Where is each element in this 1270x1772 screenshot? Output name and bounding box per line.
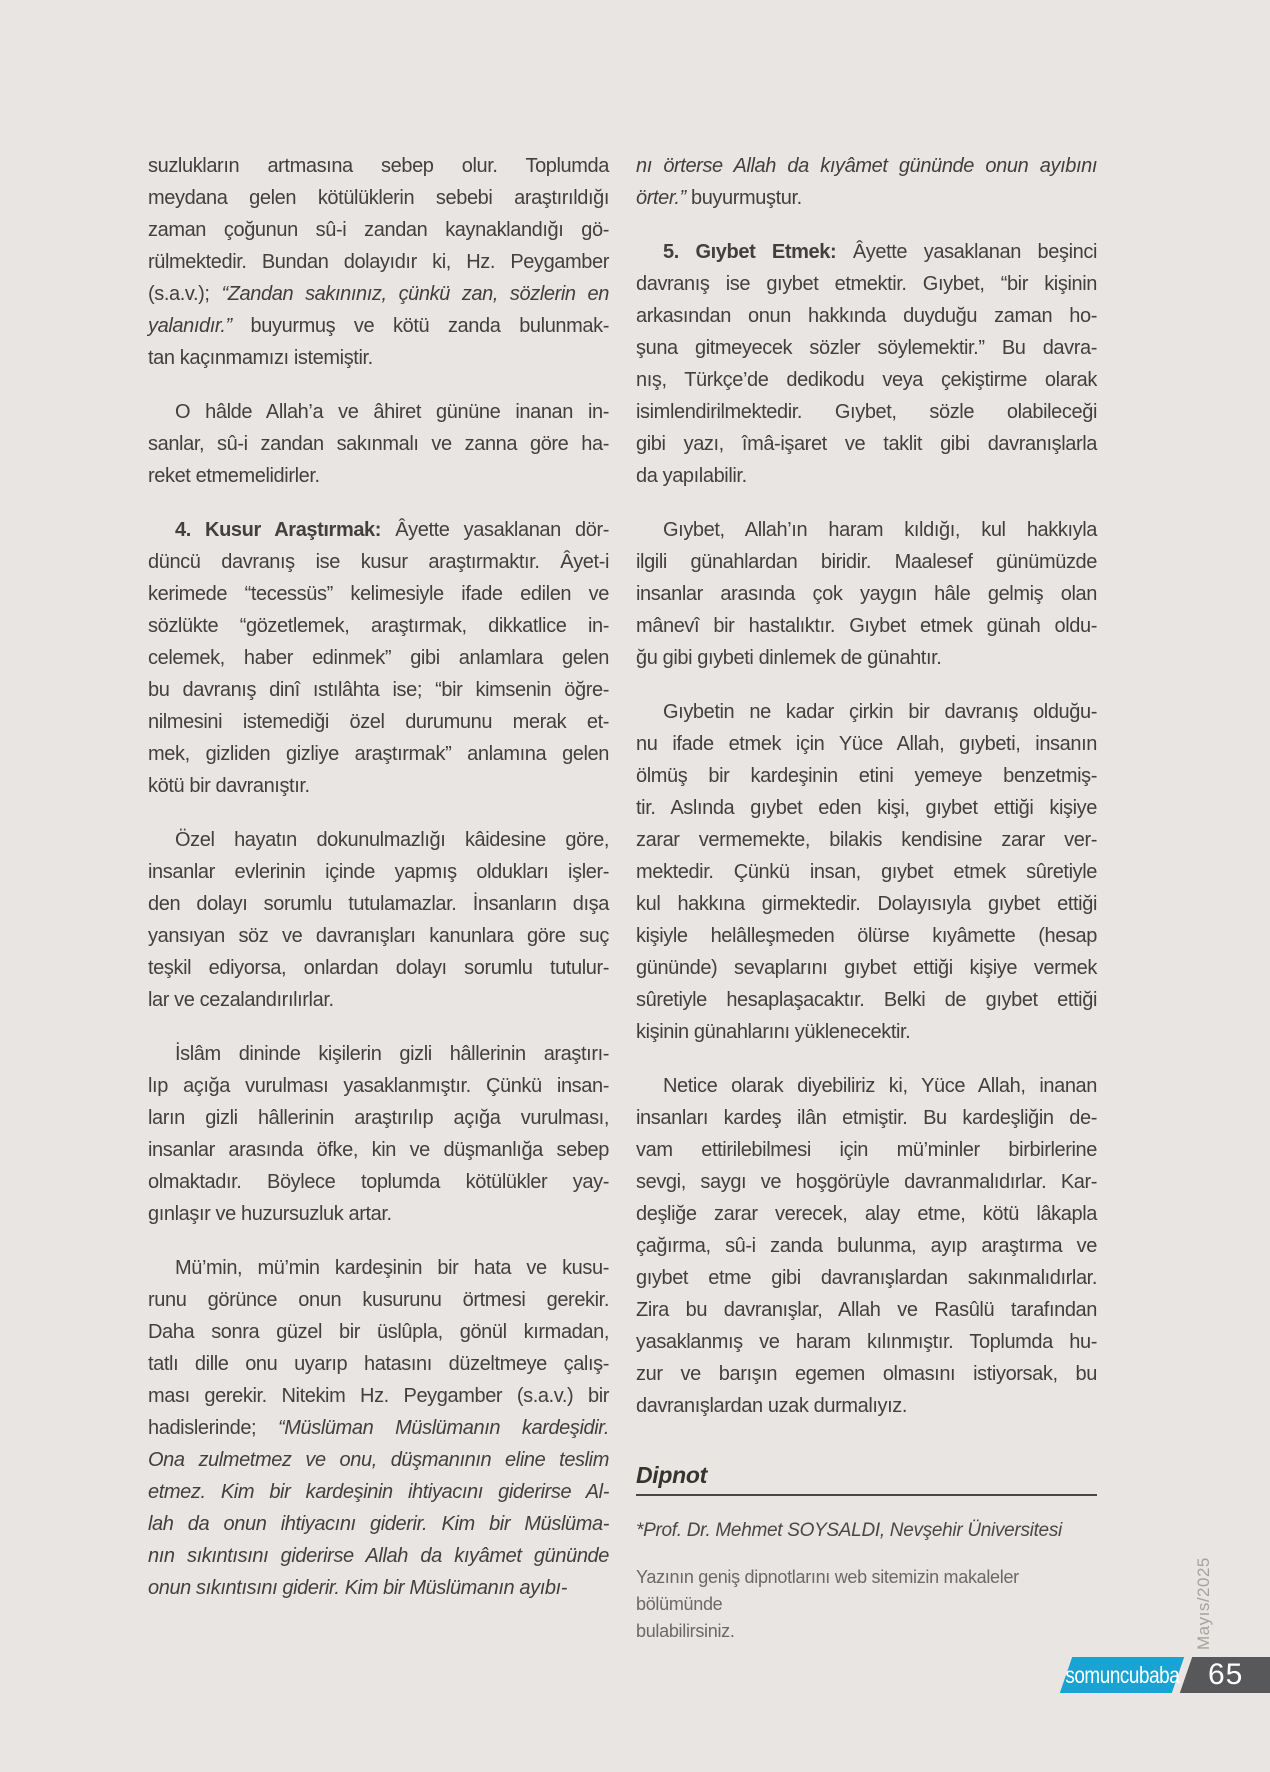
text-line: örter.” buyurmuştur.	[636, 187, 802, 209]
footnote-web-note-line1: Yazının geniş dipnotlarını web sitemizin makaleler bölümünde	[636, 1567, 1019, 1614]
text-line: mânevî bir hastalıktır. Gıybet etmek günah oldu-	[636, 615, 1097, 637]
text-line: reket etmemelidirler.	[148, 465, 320, 487]
text-line: vam ettirilebilmesi için mü’minler birbirlerine	[636, 1139, 1097, 1161]
text-line: (s.a.v.); “Zandan sakınınız, çünkü zan, sözlerin en	[148, 283, 609, 305]
text-line: rülmektedir. Bundan dolayıdır ki, Hz. Peygamber	[148, 251, 609, 273]
text-line: deşliğe zarar verecek, alay etme, kötü lâkapla	[636, 1203, 1097, 1225]
text-line: yansıyan söz ve davranışları kanunlara göre suç	[148, 925, 609, 947]
text-line: arkasından onun hakkında duyduğu zaman ho-	[636, 305, 1097, 327]
text-line: mek, gizliden gizliye araştırmak” anlamına gelen	[148, 743, 609, 765]
text-line: ğu gibi gıybeti dinlemek de günahtır.	[636, 647, 942, 669]
text-line: Mü’min, mü’min kardeşinin bir hata ve kusu-	[175, 1257, 609, 1279]
text-line: mektedir. Çünkü insan, gıybet etmek sûretiyle	[636, 861, 1097, 883]
paragraph	[148, 1252, 609, 1604]
text-line: Gıybet, Allah’ın haram kıldığı, kul hakkıyla	[663, 519, 1097, 541]
text-line: sûretiyle hesaplaşacaktır. Belki de gıybet ettiği	[636, 989, 1097, 1011]
text-line: insanlar arasında çok yaygın hâle gelmiş olan	[636, 583, 1097, 605]
paragraph	[148, 514, 609, 802]
text-line: zur ve barışın egemen olmasını istiyorsak, bu	[636, 1363, 1097, 1385]
text-line: nu ifade etmek için Yüce Allah, gıybeti, insanın	[636, 733, 1097, 755]
text-line: çağırma, sû-i zanda bulunma, ayıp araştırma ve	[636, 1235, 1097, 1257]
text-line: düncü davranış ise kusur araştırmaktır. Âyet-i	[148, 551, 609, 573]
paragraph	[636, 514, 1097, 674]
text-line: celemek, haber edinmek” gibi anlamlara gelen	[148, 647, 609, 669]
text-line: davranışlardan uzak durmalıyız.	[636, 1395, 908, 1417]
text-line: zaman çoğunun sû-i zandan kaynaklandığı gö-	[148, 219, 609, 241]
text-line: lar ve cezalandırılırlar.	[148, 989, 334, 1011]
footer-page-number: 65	[1208, 1658, 1244, 1691]
text-line: davranış ise gıybet etmektir. Gıybet, “bir kişinin	[636, 273, 1097, 295]
text-line: kerimede “tecessüs” kelimesiyle ifade edilen ve	[148, 583, 609, 605]
text-line: nilmesini istemediği özel durumunu merak et-	[148, 711, 609, 733]
text-line: yasaklanmış ve haram kılınmıştır. Toplumda hu-	[636, 1331, 1097, 1353]
text-line: gıybet etme gibi davranışlardan sakınmalıdırlar.	[636, 1267, 1097, 1289]
text-line: da yapılabilir.	[636, 465, 747, 487]
text-line: gınlaşır ve huzursuzluk artar.	[148, 1203, 392, 1225]
paragraph	[148, 396, 609, 492]
text-line: etmez. Kim bir kardeşinin ihtiyacını giderirse Al-	[148, 1481, 609, 1503]
text-line: insanlar evlerinin içinde yapmış oldukları işler-	[148, 861, 609, 883]
text-line: O hâlde Allah’a ve âhiret gününe inanan in-	[175, 401, 609, 423]
text-line: zarar vermemekte, bilakis kendisine zarar ver-	[636, 829, 1097, 851]
footnote-web-note-line2: bulabilirsiniz.	[636, 1621, 735, 1641]
text-line: suzlukların artmasına sebep olur. Toplumda	[148, 155, 609, 177]
text-line: kötü bir davranıştır.	[148, 775, 310, 797]
text-line: tir. Aslında gıybet eden kişi, gıybet ettiği kişiye	[636, 797, 1097, 819]
text-line: gibi yazı, îmâ-işaret ve taklit gibi davranışlarla	[636, 433, 1097, 455]
text-line: insanları kardeş ilân etmiştir. Bu kardeşliğin de-	[636, 1107, 1097, 1129]
text-line: Zira bu davranışlar, Allah ve Rasûlü tarafından	[636, 1299, 1097, 1321]
text-line: şuna gitmeyecek sözler söylemektir.” Bu davra-	[636, 337, 1097, 359]
right-column	[636, 150, 1097, 1422]
text-line: tan kaçınmamızı istemiştir.	[148, 347, 373, 369]
text-line: onun sıkıntısını giderir. Kim bir Müslümanın ayıbı-	[148, 1577, 568, 1599]
text-line: nış, Türkçe’de dedikodu veya çekiştirme olarak	[636, 369, 1097, 391]
text-line: runu görünce onun kusurunu örtmesi gerekir.	[148, 1289, 609, 1311]
paragraph	[636, 236, 1097, 492]
text-line: tatlı dille onu uyarıp hatasını düzeltmeye çalış-	[148, 1353, 609, 1375]
footnote-section	[636, 1462, 1097, 1645]
text-line: lıp açığa vurulması yasaklanmıştır. Çünkü insan-	[148, 1075, 609, 1097]
text-line: nın sıkıntısını giderirse Allah da kıyâmet gününde	[148, 1545, 609, 1567]
text-line: meydana gelen kötülüklerin sebebi araştırıldığı	[148, 187, 609, 209]
left-column	[148, 150, 609, 1604]
paragraph	[636, 696, 1097, 1048]
paragraph	[148, 824, 609, 1016]
text-line: İslâm dininde kişilerin gizli hâllerinin araştırı-	[175, 1043, 609, 1065]
text-line: sevgi, saygı ve hoşgörüyle davranmalıdırlar. Kar-	[636, 1171, 1097, 1193]
text-line: isimlendirilmektedir. Gıybet, sözle olabileceği	[636, 401, 1097, 423]
text-line: gününde) sevaplarını gıybet ettiği kişiye vermek	[636, 957, 1097, 979]
text-line: ölmüş bir kardeşinin etini yemeye benzetmiş-	[636, 765, 1097, 787]
footer-page-shape	[1180, 1657, 1270, 1693]
text-line: sözlükte “gözetlemek, araştırmak, dikkatlice in-	[148, 615, 609, 637]
paragraph	[636, 150, 1097, 214]
footer-brand-shape	[1060, 1657, 1184, 1693]
text-line: insanlar arasında öfke, kin ve düşmanlığa sebep	[148, 1139, 609, 1161]
text-line: Ona zulmetmez ve onu, düşmanının eline teslim	[148, 1449, 609, 1471]
text-line: ların gizli hâllerinin araştırılıp açığa vurulması,	[148, 1107, 609, 1129]
text-line: ması gerekir. Nitekim Hz. Peygamber (s.a.v.) bir	[148, 1385, 609, 1407]
text-line: kul hakkına girmektedir. Dolayısıyla gıybet ettiği	[636, 893, 1097, 915]
issue-date-vertical: Mayıs/2025	[1194, 1557, 1213, 1650]
paragraph	[148, 1038, 609, 1230]
text-line: bu davranış dinî ıstılâhta ise; “bir kimsenin öğre-	[148, 679, 609, 701]
text-line: kişiyle helâlleşmeden ölürse kıyâmette (hesap	[636, 925, 1097, 947]
footnote-heading: Dipnot	[636, 1462, 708, 1488]
footer-brand-label: somuncubaba	[1065, 1661, 1179, 1688]
text-line: lah da onun ihtiyacını giderir. Kim bir Müslüma-	[148, 1513, 609, 1535]
text-line: nı örterse Allah da kıyâmet gününde onun ayıbını	[636, 155, 1097, 177]
text-line: olmaktadır. Böylece toplumda kötülükler yay-	[148, 1171, 609, 1193]
text-line: den dolayı sorumlu tutulamazlar. İnsanların dışa	[148, 893, 609, 915]
text-line: Özel hayatın dokunulmazlığı kâidesine göre,	[175, 829, 609, 851]
footnote-author: *Prof. Dr. Mehmet SOYSALDI, Nevşehir Üniversitesi	[636, 1520, 1062, 1541]
text-line: hadislerinde; “Müslüman Müslümanın kardeşidir.	[148, 1417, 609, 1439]
text-line: Daha sonra güzel bir üslûpla, gönül kırmadan,	[148, 1321, 609, 1343]
footnote-web-note	[636, 1564, 1097, 1645]
text-line: Netice olarak diyebiliriz ki, Yüce Allah, inanan	[663, 1075, 1097, 1097]
paragraph	[148, 150, 609, 374]
text-line: yalanıdır.” buyurmuş ve kötü zanda bulunmak-	[148, 315, 609, 337]
text-line: teşkil ediyorsa, onlardan dolayı sorumlu tutulur-	[148, 957, 609, 979]
text-line: 5. Gıybet Etmek: Âyette yasaklanan beşinci	[663, 241, 1097, 263]
footnote-rule	[636, 1494, 1097, 1496]
paragraph	[636, 1070, 1097, 1422]
text-line: 4. Kusur Araştırmak: Âyette yasaklanan dör-	[175, 519, 609, 541]
text-line: Gıybetin ne kadar çirkin bir davranış olduğu-	[663, 701, 1097, 723]
text-line: kişinin günahlarını yüklenecektir.	[636, 1021, 911, 1043]
text-line: sanlar, sû-i zandan sakınmalı ve zanna göre ha-	[148, 433, 609, 455]
text-line: ilgili günahlardan biridir. Maalesef günümüzde	[636, 551, 1097, 573]
